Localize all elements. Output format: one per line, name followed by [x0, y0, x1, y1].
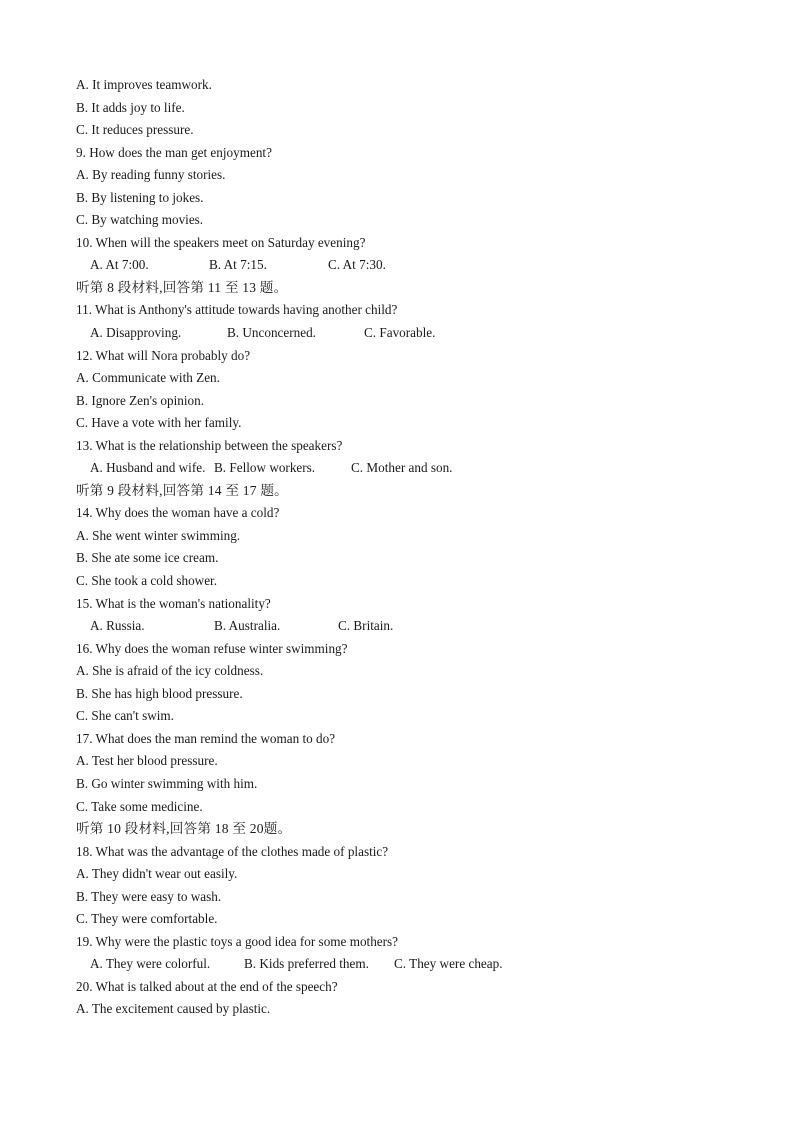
- option-q19-c: C. They were cheap.: [394, 956, 503, 972]
- option-q14-b: B. She ate some ice cream.: [76, 550, 219, 566]
- option-q9-a: A. By reading funny stories.: [76, 167, 226, 183]
- option-q8-b: B. It adds joy to life.: [76, 99, 185, 115]
- question-12: 12. What will Nora probably do?: [76, 347, 251, 363]
- option-q12-b: B. Ignore Zen's opinion.: [76, 392, 205, 408]
- option-q18-a: A. They didn't wear out easily.: [76, 866, 238, 882]
- option-q15-b: B. Australia.: [214, 618, 281, 634]
- question-10: 10. When will the speakers meet on Saturday evening?: [76, 234, 366, 250]
- option-q9-c: C. By watching movies.: [76, 212, 204, 228]
- question-20: 20. What is talked about at the end of the speech?: [76, 978, 338, 994]
- option-q19-a: A. They were colorful.: [90, 956, 211, 972]
- option-q12-a: A. Communicate with Zen.: [76, 370, 220, 386]
- options-q10: [76, 254, 756, 277]
- option-q11-a: A. Disapproving.: [90, 325, 182, 341]
- question-13: 13. What is the relationship between the speakers?: [76, 437, 343, 453]
- option-q10-c: C. At 7:30.: [328, 257, 386, 273]
- option-q11-b: B. Unconcerned.: [227, 325, 316, 341]
- option-q13-c: C. Mother and son.: [351, 460, 453, 476]
- question-11: 11. What is Anthony's attitude towards having another child?: [76, 302, 398, 318]
- option-q14-c: C. She took a cold shower.: [76, 573, 218, 589]
- options-q11: [76, 322, 756, 345]
- question-16: 16. Why does the woman refuse winter swimming?: [76, 640, 348, 656]
- options-q15: [76, 615, 756, 638]
- question-9: 9. How does the man get enjoyment?: [76, 144, 272, 160]
- option-q16-b: B. She has high blood pressure.: [76, 685, 243, 701]
- options-q19: [76, 953, 756, 976]
- options-q13: [76, 457, 756, 480]
- question-list: [76, 74, 756, 1021]
- option-q17-c: C. Take some medicine.: [76, 798, 203, 814]
- section-heading-10: 听第 10 段材料,回答第 18 至 20题。: [76, 821, 292, 837]
- option-q20-a: A. The excitement caused by plastic.: [76, 1001, 271, 1017]
- question-14: 14. Why does the woman have a cold?: [76, 505, 280, 521]
- option-q16-c: C. She can't swim.: [76, 708, 174, 724]
- option-q16-a: A. She is afraid of the icy coldness.: [76, 663, 264, 679]
- option-q8-a: A. It improves teamwork.: [76, 77, 212, 92]
- option-q9-b: B. By listening to jokes.: [76, 189, 204, 205]
- option-q13-a: A. Husband and wife.: [90, 460, 206, 476]
- question-19: 19. Why were the plastic toys a good idea for some mothers?: [76, 933, 399, 949]
- option-q18-c: C. They were comfortable.: [76, 911, 218, 927]
- option-q10-b: B. At 7:15.: [209, 257, 267, 273]
- option-q15-a: A. Russia.: [90, 618, 145, 634]
- option-q10-a: A. At 7:00.: [90, 257, 149, 273]
- option-q17-b: B. Go winter swimming with him.: [76, 775, 258, 791]
- option-q11-c: C. Favorable.: [364, 325, 436, 341]
- option-q14-a: A. She went winter swimming.: [76, 527, 241, 543]
- option-q17-a: A. Test her blood pressure.: [76, 753, 218, 769]
- question-18: 18. What was the advantage of the clothes made of plastic?: [76, 843, 389, 859]
- option-q19-b: B. Kids preferred them.: [244, 956, 369, 972]
- section-heading-9: 听第 9 段材料,回答第 14 至 17 题。: [76, 482, 288, 498]
- option-q13-b: B. Fellow workers.: [214, 460, 316, 476]
- option-q15-c: C. Britain.: [338, 618, 394, 634]
- question-15: 15. What is the woman's nationality?: [76, 595, 271, 611]
- question-17: 17. What does the man remind the woman to do?: [76, 730, 336, 746]
- section-heading-8: 听第 8 段材料,回答第 11 至 13 题。: [76, 279, 288, 295]
- option-q12-c: C. Have a vote with her family.: [76, 415, 242, 431]
- option-q18-b: B. They were easy to wash.: [76, 888, 222, 904]
- option-q8-c: C. It reduces pressure.: [76, 122, 194, 138]
